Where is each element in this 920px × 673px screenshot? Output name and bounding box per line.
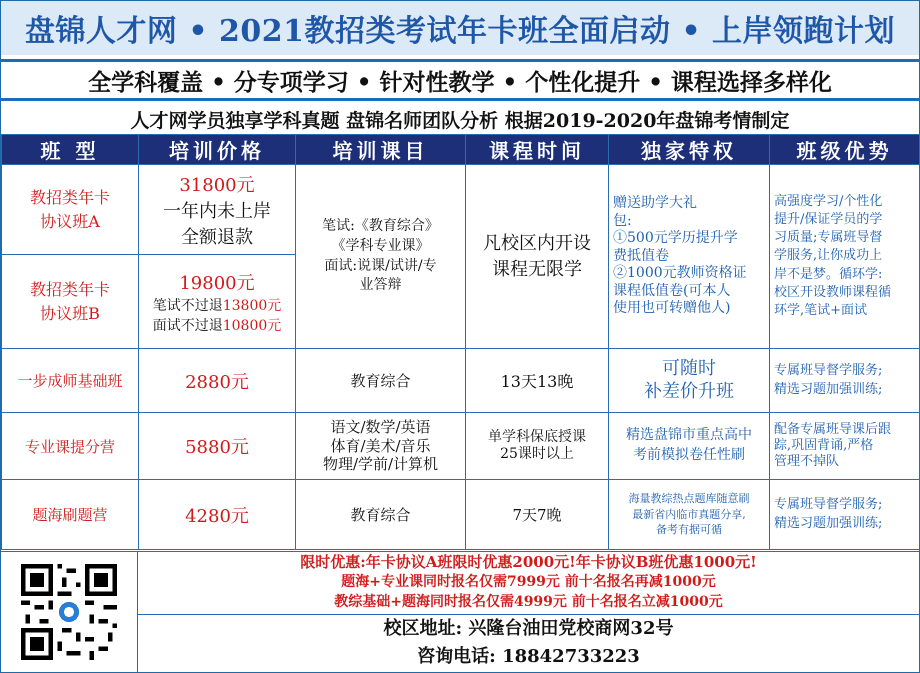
class-name-c: 一步成师基础班 xyxy=(2,349,139,413)
subjects-d xyxy=(296,413,466,480)
advantage-e-line2: 精选习题加强训练; xyxy=(774,515,883,531)
advantage-e xyxy=(770,480,920,550)
price-b-note2 xyxy=(141,315,293,335)
time-c: 13天13晚 xyxy=(466,349,609,413)
subjects-ab-line4: 业答辩 xyxy=(359,277,402,294)
subjects-d-line2: 体育/美术/音乐 xyxy=(330,436,431,455)
price-b: 19800元 xyxy=(179,272,255,294)
advantage-ab-line7: 环学,笔试+面试 xyxy=(774,302,868,318)
qr-code-box xyxy=(1,552,138,672)
advantage-ab-line3: 习质量;专属班导督 xyxy=(774,230,883,246)
class-name-a-line1: 教招类年卡 xyxy=(29,187,110,207)
price-a: 31800元 xyxy=(179,174,255,196)
price-b-cell xyxy=(139,255,296,349)
advantage-c xyxy=(770,349,920,413)
page-title: 盘锦人才网 • 2021教招类考试年卡班全面启动 • 上岸领跑计划 xyxy=(24,14,896,49)
tagline-bar xyxy=(1,104,919,134)
advantage-e-line1: 专属班导督学服务; xyxy=(774,497,883,513)
class-name-a xyxy=(2,165,139,255)
time-d xyxy=(466,413,609,480)
subjects-ab-line2: 《学科专业课》 xyxy=(331,237,430,254)
header-subjects: 培训课目 xyxy=(296,135,466,165)
qr-code-icon xyxy=(21,564,117,660)
advantage-ab-line4: 学服务,让你成功上 xyxy=(774,248,883,264)
privilege-e-line1: 海量教综热点题库随意刷 xyxy=(628,492,750,506)
price-b-note1-prefix: 笔试不过退 xyxy=(152,297,223,314)
time-d-line2: 25课时以上 xyxy=(500,446,574,462)
table-row xyxy=(2,165,920,255)
title-bar xyxy=(1,1,919,55)
table-row xyxy=(2,349,920,413)
phone: 咨询电话: 18842733223 xyxy=(417,646,640,667)
time-e: 7天7晚 xyxy=(466,480,609,550)
advantage-ab-line5: 岸不是梦。循环学: xyxy=(774,266,883,282)
address: 校区地址: 兴隆台油田党校商网32号 xyxy=(383,618,674,639)
advantage-d xyxy=(770,413,920,480)
price-a-note1: 一年内未上岸 xyxy=(163,200,271,222)
privilege-ab-line6: 课程低值卷(可本人 xyxy=(613,282,731,299)
price-c: 2880元 xyxy=(139,349,296,413)
subjects-ab xyxy=(296,165,466,349)
price-a-note2: 全额退款 xyxy=(181,226,253,248)
privilege-c xyxy=(609,349,770,413)
price-e: 4280元 xyxy=(139,480,296,550)
privilege-ab-line1: 赠送助学大礼 xyxy=(613,195,697,212)
table-header-row xyxy=(2,135,920,165)
class-name-b-line2: 协议班B xyxy=(40,303,100,323)
privilege-c-line2: 补差价升班 xyxy=(644,380,734,402)
price-b-note1-value: 13800元 xyxy=(222,297,282,314)
header-advantage: 班级优势 xyxy=(770,135,920,165)
advantage-d-line2: 踪,巩固背诵,严格 xyxy=(774,437,874,453)
promo-block xyxy=(138,552,919,614)
advantage-ab xyxy=(770,165,920,349)
advantage-ab-line6: 校区开设教师课程循 xyxy=(774,284,892,300)
subjects-c: 教育综合 xyxy=(296,349,466,413)
privilege-d xyxy=(609,413,770,480)
tagline: 人才网学员独享学科真题 盘锦名师团队分析 根据2019-2020年盘锦考情制定 xyxy=(130,109,790,132)
privilege-ab-line7: 使用也可转赠他人) xyxy=(613,300,731,317)
header-time: 课程时间 xyxy=(466,135,609,165)
subjects-ab-line1: 笔试:《教育综合》 xyxy=(322,218,439,235)
price-b-note2-value: 10800元 xyxy=(222,317,282,334)
time-ab-line1: 凡校区内开设 xyxy=(483,233,591,255)
privilege-e-line2: 最新省内临市真题分享, xyxy=(632,507,746,521)
price-a-cell xyxy=(139,165,296,255)
privilege-e-line3: 备考有据可循 xyxy=(656,523,722,537)
time-ab-line2: 课程无限学 xyxy=(492,258,582,280)
class-name-e: 题海刷题营 xyxy=(2,480,139,550)
advantage-d-line3: 管理不掉队 xyxy=(774,454,840,470)
advantage-ab-line1: 高强度学习/个性化 xyxy=(774,193,883,209)
header-price: 培训价格 xyxy=(139,135,296,165)
class-name-b-line1: 教招类年卡 xyxy=(29,279,110,299)
privilege-ab xyxy=(609,165,770,349)
subjects-e: 教育综合 xyxy=(296,480,466,550)
advantage-c-line1: 专属班导督学服务; xyxy=(774,363,883,379)
class-name-b xyxy=(2,255,139,349)
time-ab xyxy=(466,165,609,349)
privilege-e xyxy=(609,480,770,550)
course-table xyxy=(1,134,920,550)
privilege-ab-line2: 包: xyxy=(613,212,632,229)
class-name-a-line2: 协议班A xyxy=(40,211,100,231)
privilege-ab-line3: ①500元学历提升学 xyxy=(613,230,738,247)
table-row xyxy=(2,413,920,480)
promo-line3: 教综基础+题海同时报名仅需4999元 前十名报名立减1000元 xyxy=(334,594,723,610)
price-b-note1 xyxy=(141,295,293,315)
promo-line2: 题海+专业课同时报名仅需7999元 前十名报名再减1000元 xyxy=(341,574,716,590)
privilege-d-line2: 考前模拟卷任性刷 xyxy=(633,447,745,463)
privilege-c-line1: 可随时 xyxy=(662,358,716,379)
privilege-d-line1: 精选盘锦市重点高中 xyxy=(626,427,752,444)
table-row xyxy=(2,480,920,550)
price-d: 5880元 xyxy=(139,413,296,480)
time-d-line1: 单学科保底授课 xyxy=(488,428,586,445)
advantage-d-line1: 配备专属班导课后跟 xyxy=(774,421,892,437)
subjects-d-line3: 物理/学前/计算机 xyxy=(322,455,439,474)
contact-block xyxy=(138,614,919,673)
advantage-c-line2: 精选习题加强训练; xyxy=(774,381,883,397)
promo-line1: 限时优惠:年卡协议A班限时优惠2000元!年卡协议B班优惠1000元! xyxy=(300,553,757,571)
header-class-type: 班 型 xyxy=(2,135,139,165)
price-b-note2-prefix: 面试不过退 xyxy=(152,317,223,334)
advantage-ab-line2: 提升/保证学员的学 xyxy=(774,212,883,228)
subjects-d-line1: 语文/数学/英语 xyxy=(330,417,431,436)
privilege-ab-line5: ②1000元教师资格证 xyxy=(613,265,747,282)
subjects-ab-line3: 面试:说课/试讲/专 xyxy=(324,257,437,274)
privilege-ab-line4: 费抵值卷 xyxy=(613,247,669,264)
subtitle: 全学科覆盖 • 分专项学习 • 针对性教学 • 个性化提升 • 课程选择多样化 xyxy=(88,68,832,96)
class-name-d: 专业课提分营 xyxy=(2,413,139,480)
header-privilege: 独家特权 xyxy=(609,135,770,165)
subtitle-bar xyxy=(1,59,919,101)
